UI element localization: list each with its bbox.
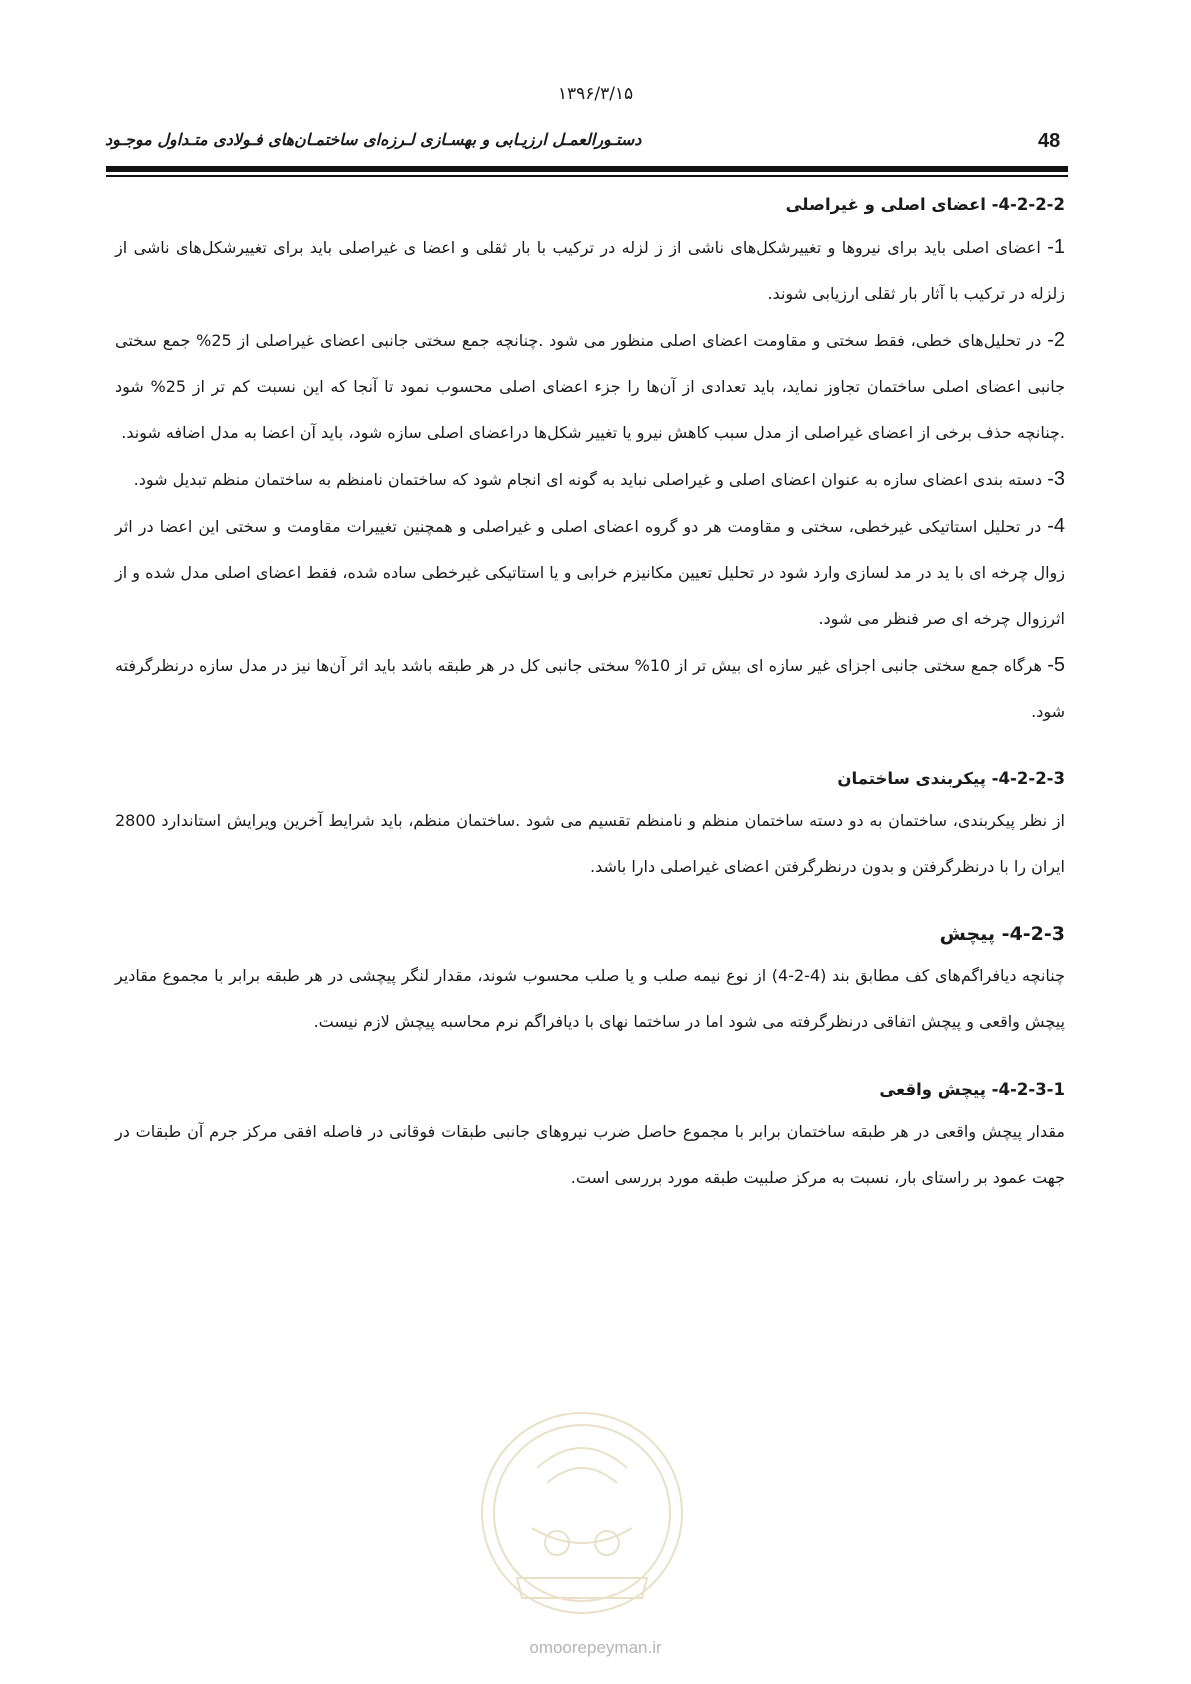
header-rule-thin xyxy=(106,175,1068,177)
page-number: 48 xyxy=(1038,130,1061,152)
list-item-5 xyxy=(115,642,1065,735)
list-item-2 xyxy=(115,317,1065,456)
list-item-number: 1- xyxy=(1047,236,1065,258)
list-item-text: در تحلیل‌های خطی، فقط سختی و مقاومت اعضای اصلی منظور می شود .چنانچه جمع سختی جانبی اعضای غیراصلی از 25% جمع سختی جانبی اعضای اصلی ساختمان تجاوز نماید، باید تعدادی از آن‌ها را جزء اعضای اصلی محسوب نمود تا آنجا که این نسبت کم تر از 25% شود .چنانچه حذف برخی از اعضای غیراصلی از مدل سبب کاهش نیرو یا تغییر شکل‌ها دراعضای اصلی سازه شود، باید آن اعضا به مدل اضافه شوند. xyxy=(115,331,1065,442)
section-heading-4-2-3-1: 4-2-3-1- پیچش واقعی xyxy=(879,1080,1065,1099)
list-item-number: 2- xyxy=(1047,329,1066,351)
list-item-text: در تحلیل استاتیکی غیرخطی، سختی و مقاومت هر دو گروه اعضای اصلی و غیراصلی و همچنین تغییرات مقاومت و سختی این اعضا در اثر زوال چرخه ای با ید در مد لسازی وارد شود در تحلیل تعیین مکانیزم خرابی و یا استاتیکی غیرخطی ساده شده، فقط اعضای اصلی مدل شده و از اثرزوال چرخه ای صر فنظر می شود. xyxy=(115,517,1065,628)
page-body xyxy=(115,186,1065,1201)
list-item-number: 5- xyxy=(1047,654,1065,676)
section-heading-4-2-2-2: 4-2-2-2- اعضای اصلی و غیراصلی xyxy=(785,195,1065,214)
section-heading-4-2-2-3: 4-2-2-3- پیکربندی ساختمان xyxy=(837,769,1065,788)
list-item-4 xyxy=(115,503,1065,642)
list-item-text: اعضای اصلی باید برای نیروها و تغییرشکل‌های ناشی از ز لزله در ترکیب با بار ثقلی و اعضا ی غیراصلی باید برای تغییرشکل‌های ناشی از زلزله در ترکیب با آثار بار ثقلی ارزیابی شوند. xyxy=(115,238,1065,303)
section-heading-4-2-3: 4-2-3- پیچش xyxy=(939,923,1065,945)
section-paragraph: از نظر پیکربندی، ساختمان به دو دسته ساختمان منظم و نامنظم تقسیم می شود .ساختمان منظم، باید شرایط آخرین ویرایش استاندارد 2800 ایران را با درنظرگرفتن و بدون درنظرگرفتن اعضای غیراصلی دارا باشد. xyxy=(115,811,1065,876)
list-item-text: هرگاه جمع سختی جانبی اجزای غیر سازه ای بیش تر از 10% سختی جانبی کل در هر طبقه باشد باید اثر آن‌ها نیز در مدل سازه درنظرگرفته شود. xyxy=(115,656,1065,721)
section-paragraph: چنانچه دیافراگم‌های کف مطابق بند (4-2-4) از نوع نیمه صلب و یا صلب محسوب شوند، مقدار لنگر پیچشی در هر طبقه برابر با مجموع مقادیر پیچش واقعی و پیچش اتفاقی درنظرگرفته می شود اما در ساختما نهای با دیافراگم نرم محاسبه پیچش لازم نیست. xyxy=(115,966,1066,1031)
list-item-3 xyxy=(115,456,1065,503)
section-paragraph: مقدار پیچش واقعی در هر طبقه ساختمان برابر با مجموع حاصل ضرب نیروهای جانبی طبقات فوقانی در فاصله افقی مرکز جرم آن طبقات در جهت عمود بر راستای بار، نسبت به مرکز صلبیت طبقه مورد بررسی است. xyxy=(115,1122,1065,1187)
running-header-title: دستـورالعمـل ارزیـابی و بهسـازی لـرزه‌ای ساختمـان‌های فـولادی متـداول موجـود xyxy=(105,130,642,149)
watermark-site-text: omoorepeyman.ir xyxy=(529,1638,662,1657)
header-date: ۱۳۹۶/۳/۱۵ xyxy=(557,84,634,104)
header-rule-thick xyxy=(106,166,1068,172)
watermark-logo xyxy=(477,1408,687,1658)
list-item-number: 4- xyxy=(1047,515,1065,537)
list-item-text: دسته بندی اعضای سازه به عنوان اعضای اصلی و غیراصلی نباید به گونه ای انجام شود که ساختمان نامنظم به ساختمان منظم تبدیل شود. xyxy=(133,470,1048,489)
list-item-number: 3- xyxy=(1047,468,1065,490)
list-item-1 xyxy=(115,224,1065,317)
